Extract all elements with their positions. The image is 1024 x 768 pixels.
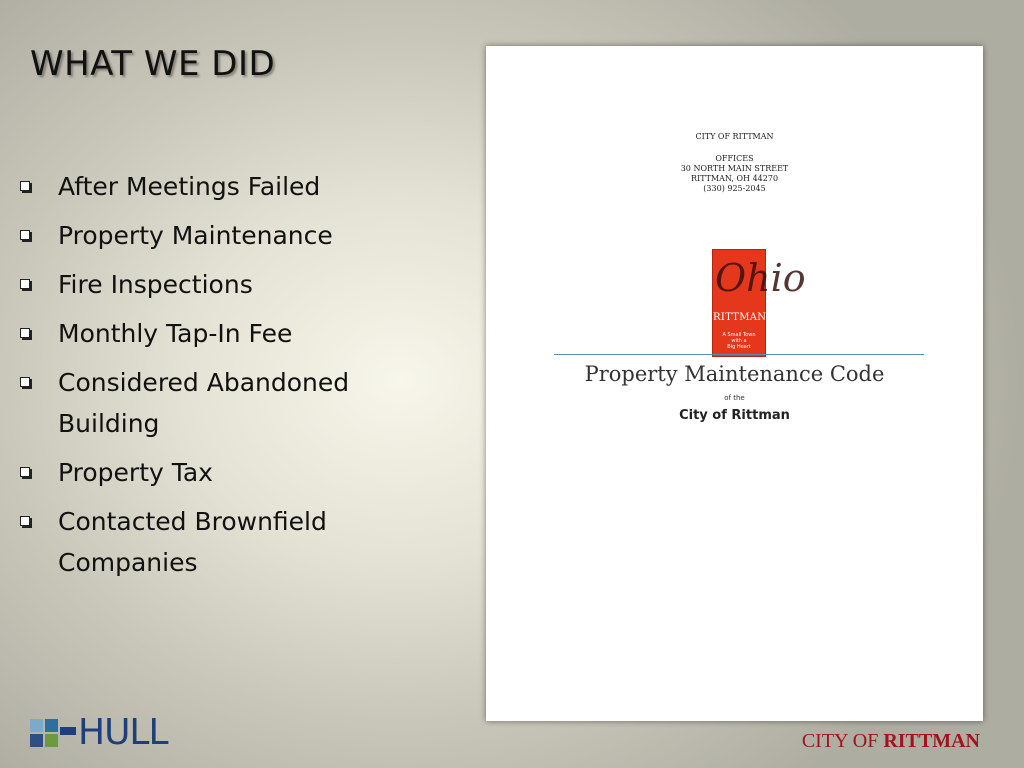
address-line: (330) 925-2045 bbox=[703, 184, 766, 193]
document-divider bbox=[554, 354, 924, 355]
slide-title: WHAT WE DID bbox=[30, 44, 276, 84]
bullet-text: Contacted Brownfield Companies bbox=[58, 507, 327, 577]
address-line: RITTMAN, OH 44270 bbox=[690, 174, 779, 183]
square-bullet-icon bbox=[20, 215, 58, 240]
rittman-logo bbox=[712, 249, 806, 357]
square-bullet-icon bbox=[20, 313, 58, 338]
square-bullet-icon bbox=[20, 452, 58, 477]
square-bullet-icon bbox=[20, 501, 58, 526]
document-title: Property Maintenance Code bbox=[584, 362, 885, 386]
address-line: OFFICES bbox=[715, 154, 754, 163]
footer-city-prefix: CITY OF bbox=[801, 730, 879, 752]
document-of-the: of the bbox=[724, 394, 745, 402]
document-city: City of Rittman bbox=[679, 408, 790, 423]
list-item bbox=[20, 215, 420, 256]
square-bullet-icon bbox=[20, 264, 58, 289]
list-item bbox=[20, 264, 420, 305]
address-line: 30 NORTH MAIN STREET bbox=[680, 164, 789, 173]
logo-script: Ohio bbox=[715, 256, 806, 300]
hull-logo-text: HULL bbox=[78, 712, 168, 753]
logo-tagline-line: A Small Town bbox=[722, 332, 756, 338]
bullet-text: Property Tax bbox=[58, 458, 213, 487]
footer-city-label bbox=[802, 730, 980, 753]
bullet-text: Considered Abandoned Building bbox=[58, 368, 350, 438]
square-bullet-icon bbox=[20, 362, 58, 387]
hull-mark-icon bbox=[30, 715, 78, 751]
bullet-text: Fire Inspections bbox=[58, 270, 253, 299]
bullet-text: Property Maintenance bbox=[58, 221, 333, 250]
logo-tagline-line: Big Heart bbox=[727, 344, 751, 350]
hull-logo bbox=[30, 714, 168, 752]
list-item bbox=[20, 166, 420, 207]
document-city-header: CITY OF RITTMAN bbox=[695, 132, 774, 141]
footer-city-name: RITTMAN bbox=[883, 730, 980, 752]
list-item bbox=[20, 501, 420, 583]
bullet-text: After Meetings Failed bbox=[58, 172, 321, 201]
logo-name: RITTMAN bbox=[713, 312, 767, 323]
square-bullet-icon bbox=[20, 166, 58, 191]
list-item bbox=[20, 362, 420, 444]
bullet-text: Monthly Tap-In Fee bbox=[58, 319, 293, 348]
logo-tagline bbox=[713, 332, 765, 350]
bullet-list bbox=[20, 166, 420, 591]
list-item bbox=[20, 452, 420, 493]
document-image bbox=[486, 46, 983, 721]
document-address bbox=[486, 154, 983, 194]
list-item bbox=[20, 313, 420, 354]
logo-tagline-line: with a bbox=[731, 338, 747, 344]
